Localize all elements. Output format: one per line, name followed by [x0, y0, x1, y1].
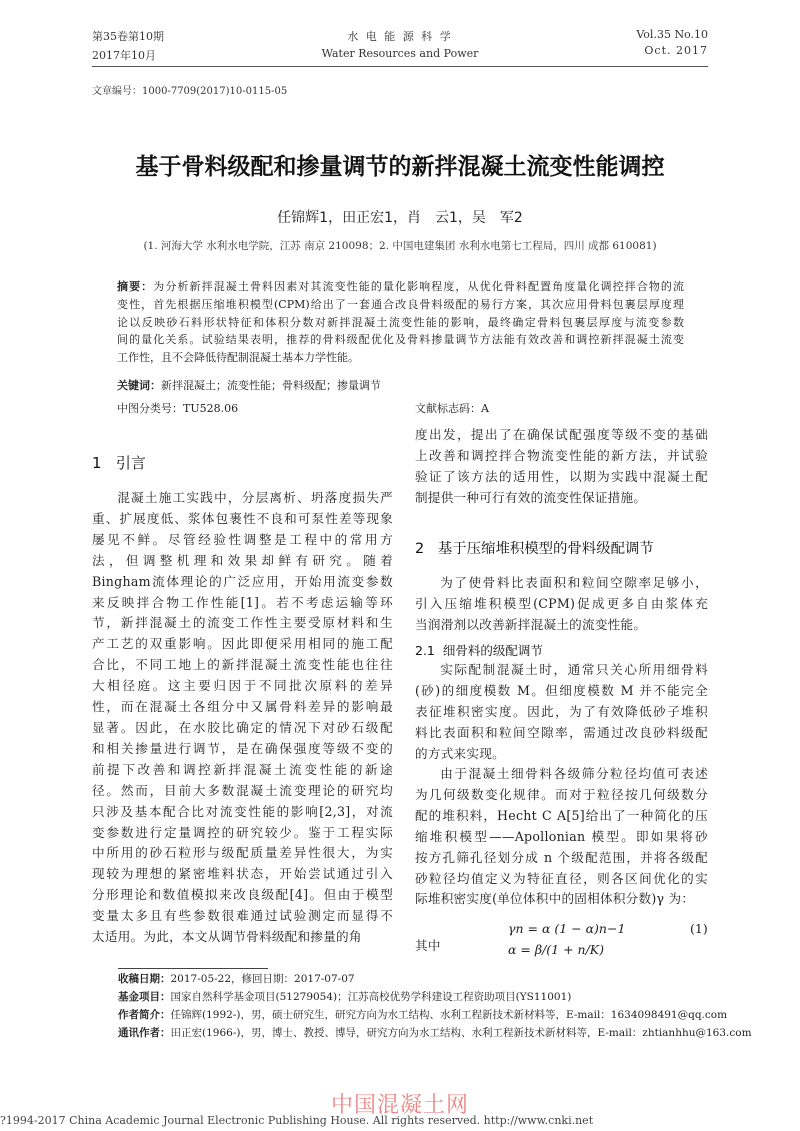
journal-name-cn: 水 电 能 源 科 学 — [347, 30, 453, 43]
clc-text: TU528.06 — [183, 402, 239, 415]
text-line: 分形理论和数值模拟来改良级配[4]。但由于模型 — [92, 887, 393, 903]
affiliations: (1. 河海大学 水利水电学院，江苏 南京 210098；2. 中国电建集团 水利水电第七工程局，四川 成都 610081) — [143, 240, 657, 252]
copyright-footer: ?1994-2017 China Academic Journal Electronic Publishing House. All rights reserved. http://www.cnki.net — [0, 1114, 594, 1127]
issue-cn-line1: 第35卷第10期 — [92, 30, 164, 43]
text-line: 料比表面积和粒间空隙率，需通过改良砂料级配 — [415, 724, 708, 740]
abstract-line: 工作性，且不会降低待配制混凝土基本力学性能。 — [117, 351, 359, 365]
abstract-label: 摘要： — [117, 280, 154, 293]
footnote-label: 作者简介： — [118, 1009, 171, 1021]
issue-en-date: Oct. 2017 — [644, 44, 708, 57]
footnote-text: 国家自然科学基金项目(51279054)；江苏高校优势学科建设工程资助项目(YS11001) — [170, 991, 572, 1003]
text-line: 表征堆积密实度。因此，为了有效降低砂子堆积 — [415, 703, 708, 719]
watermark: 中国混凝土网 — [330, 1093, 469, 1118]
equation-1-number: (1) — [690, 921, 708, 936]
text-line: 来反映拌合物工作性能[1]。若不考虑运输等环 — [92, 594, 393, 610]
text-line: 变参数进行定量调控的研究较少。鉴于工程实际 — [92, 824, 393, 840]
equation-1: γn = α (1 − α)n−1 — [508, 921, 626, 936]
text-line: 度出发，提出了在确保试配强度等级不变的基础 — [415, 427, 708, 442]
text-line: 中所用的砂石粒形与级配质量差异性很大，为实 — [92, 845, 393, 861]
footnote — [118, 1024, 752, 1042]
footnote — [118, 1006, 728, 1024]
text-line: 为几何级数变化规律。而对于粒径按几何级数分 — [415, 786, 708, 802]
subsection-2-1-body-b — [415, 764, 708, 910]
text-line: 为了使骨料比表面积和粒间空隙率足够小， — [440, 575, 708, 590]
text-line: 配的堆积料，Hecht C A[5]给出了一种简化的压 — [415, 807, 708, 823]
text-line: 节，新拌混凝土的流变工作性主要受原材料和生 — [92, 615, 393, 631]
issue-cn-line2: 2017年10月 — [92, 49, 156, 62]
abstract-line: 变性，首先根据压缩堆积模型(CPM)给出了一套通合改良骨料级配的易行方案，其次应用骨料包裹层厚度理 — [117, 297, 684, 311]
article-number: 文章编号：1000-7709(2017)10-0115-05 — [92, 86, 288, 97]
text-line: 前提下改善和调控新拌混凝土流变性能的新途 — [92, 761, 393, 777]
text-line: 径。然而，目前大多数混凝土流变理论的研究均 — [92, 782, 393, 798]
section-number: 1 — [92, 454, 102, 472]
text-line: 大相径庭。这主要归因于不同批次原料的差异 — [92, 678, 393, 694]
doc-code-text: A — [481, 402, 489, 415]
subsection-2-1-heading — [415, 641, 543, 659]
abstract-line: 论以反映砂石料形状特征和体积分数对新拌混凝土流变性能的影响，最终确定骨料包裹层厚度与流变参数 — [117, 315, 684, 329]
section-2-body — [415, 573, 708, 636]
text-line: 法，但调整机理和效果却鲜有研究。随着 — [92, 552, 393, 568]
section-number: 2 — [415, 541, 425, 557]
footnote — [118, 970, 718, 988]
text-line: 际堆积密实度(单位体积中的固相体积分数)γ 为： — [415, 891, 695, 907]
text-line: 缩堆积模型——Apollonian 模型。即如果将砂 — [415, 828, 708, 844]
footnote-text: 2017-05-22，修回日期：2017-07-07 — [170, 973, 355, 985]
subsection-title: 细骨料的级配调节 — [442, 643, 543, 658]
keywords — [117, 377, 381, 395]
text-line: 的方式来实现。 — [415, 745, 505, 761]
clc-label: 中图分类号： — [117, 402, 183, 415]
right-column-intro — [415, 425, 708, 509]
text-line: 制提供一种可行有效的流变性保证措施。 — [415, 489, 647, 505]
section-2-heading — [415, 537, 654, 558]
abstract-line — [117, 278, 684, 296]
section-title: 基于压缩堆积模型的骨料级配调节 — [437, 541, 654, 557]
abstract-line-text: 为分析新拌混凝土骨料因素对其流变性能的量化影响程度，从优化骨料配置角度量化调控拌合物的流 — [153, 280, 684, 293]
issue-en-vol: Vol.35 No.10 — [636, 28, 708, 41]
text-line: 和相关掺量进行调节，是在确保强度等级不变的 — [92, 740, 393, 756]
footnote — [118, 988, 718, 1006]
text-line: 性，而在混凝土各组分中又属骨料差异的影响最 — [92, 699, 393, 715]
text-line: 当润滑剂以改善新拌混凝土的流变性能。 — [415, 616, 647, 632]
section-1-heading — [92, 452, 146, 473]
text-line: 现较为理想的紧密堆料状态，开始尝试通过引入 — [92, 866, 393, 882]
keywords-label: 关键词： — [117, 379, 161, 392]
footnote-rule — [118, 968, 268, 969]
header-rule — [92, 66, 708, 67]
authors: 任锦辉1，田正宏1，肖 云1，吴 军2 — [277, 210, 523, 226]
text-line: 重、扩展度低、浆体包裹性不良和可泵性差等现象 — [92, 510, 393, 526]
footnote-label: 收稿日期： — [118, 973, 171, 985]
text-line: 合比，不同工地上的新拌混凝土流变性能也往往 — [92, 657, 393, 673]
text-line: 砂粒径均值定义为特征直径，则各区间优化的实 — [415, 870, 708, 886]
text-line: 实际配制混凝土时，通常只关心所用细骨料 — [440, 662, 708, 677]
text-line: Bingham流体理论的广泛应用，开始用流变参数 — [92, 573, 393, 589]
footnote-text: 田正宏(1966-)，男，博士、教授、博导，研究方向为水工结构、水利工程新技术新材料等，E-mail：zhtianhhu@163.com — [170, 1027, 752, 1039]
equation-2: α = β/(1 + n/K) — [508, 942, 605, 957]
footnote-label: 基金项目： — [118, 991, 171, 1003]
abstract-line: 间的量化关系。试验结果表明，推荐的骨料级配优化及骨料掺量调节方法能有效改善和调控新拌混凝土流变 — [117, 333, 684, 347]
text-line: 只涉及基本配合比对流变性能的影响[2,3]，对流 — [92, 803, 393, 819]
footnotes — [118, 970, 752, 1042]
text-line: 由于混凝土细骨料各级筛分粒径均值可表述 — [440, 766, 708, 781]
doc-code-label: 文献标志码： — [415, 402, 481, 415]
left-column-body — [92, 488, 393, 948]
text-line: 上改善和调控拌合物流变性能的新方法，并试验 — [415, 447, 708, 463]
text-line: 太适用。为此，本文从调节骨料级配和掺量的角 — [92, 929, 362, 945]
text-line: 按方孔筛孔径划分成 n 个级配范围，并将各级配 — [415, 849, 708, 865]
text-line: 混凝土施工实践中，分层离析、坍落度损失严 — [117, 490, 393, 505]
text-line: 引入压缩堆积模型(CPM)促成更多自由浆体充 — [415, 595, 708, 611]
text-line: 产工艺的双重影响。因此即便采用相同的施工配 — [92, 636, 393, 652]
issue-en — [636, 28, 708, 57]
paper-title: 基于骨料级配和掺量调节的新拌混凝土流变性能调控 — [135, 154, 665, 180]
section-title: 引言 — [115, 454, 146, 472]
document-code — [415, 400, 489, 418]
text-line: (砂)的细度模数 M。但细度模数 M 并不能完全 — [415, 682, 708, 698]
text-line: 屡见不鲜。尽管经验性调整是工程中的常用方 — [92, 531, 393, 547]
text-line: 验证了该方法的适用性，以期为实践中混凝土配 — [415, 468, 708, 484]
footnote-label: 通讯作者： — [118, 1027, 171, 1039]
subsection-2-1-body-a — [415, 660, 708, 765]
abstract — [117, 278, 684, 367]
footnote-text: 任锦辉(1992-)，男，硕士研究生，研究方向为水工结构、水利工程新技术新材料等，E-mail：1634098491@qq.com — [170, 1009, 728, 1021]
text-line: 显著。因此，在水胶比确定的情况下对砂石级配 — [92, 719, 393, 735]
text-line: 变量太多且有些参数很难通过试验测定而显得不 — [92, 908, 393, 924]
clc-number — [117, 400, 238, 418]
where-label: 其中 — [415, 938, 441, 953]
journal-name-en: Water Resources and Power — [321, 47, 479, 60]
keywords-text: 新拌混凝土；流变性能；骨料级配；掺量调节 — [161, 379, 381, 392]
subsection-number: 2.1 — [415, 643, 435, 658]
